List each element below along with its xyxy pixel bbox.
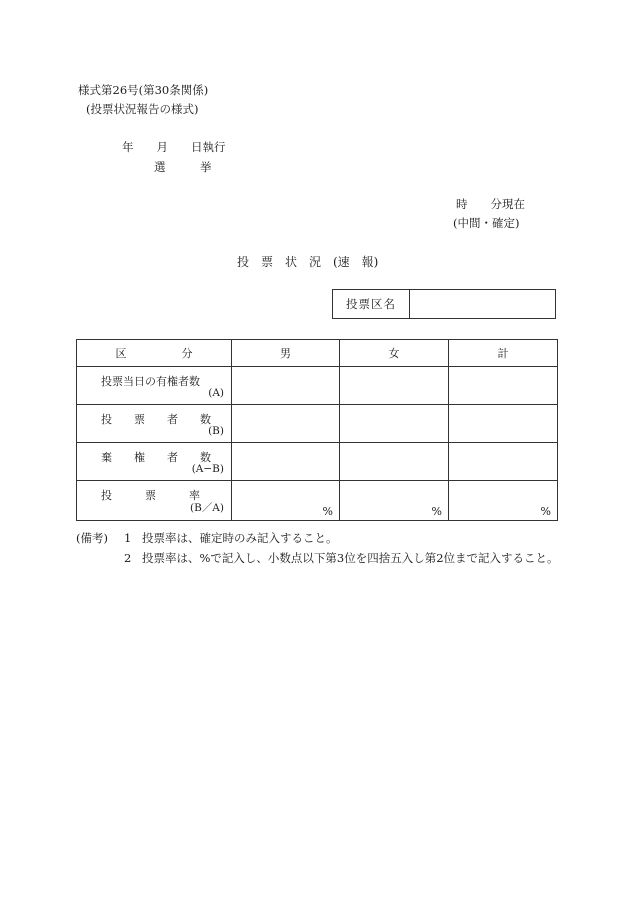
cell-male[interactable] — [232, 443, 340, 481]
table-row-turnout-rate — [77, 481, 558, 521]
cell-female[interactable] — [340, 443, 449, 481]
cell-male[interactable] — [232, 367, 340, 405]
report-status-line: (中間・確定) — [453, 216, 520, 230]
row-label-cell — [77, 481, 232, 521]
cell-total[interactable] — [449, 367, 558, 405]
execution-date-line: 年 月 日執行 — [122, 140, 226, 154]
column-header-total: 計 — [449, 340, 558, 367]
district-label: 投票区名 — [333, 290, 410, 318]
column-header-male: 男 — [232, 340, 340, 367]
table-row-eligible-voters — [77, 367, 558, 405]
table-header-row — [77, 340, 558, 367]
column-header-category: 区 分 — [77, 340, 232, 367]
report-title: 投 票 状 況 (速 報) — [237, 255, 379, 269]
row-label: 投 票 者 数 — [101, 413, 211, 426]
row-label: 投 票 率 — [101, 489, 200, 502]
row-label-sub: (B) — [208, 425, 224, 437]
note-number: 2 — [124, 551, 132, 565]
note-item — [124, 533, 338, 545]
cell-male-percent[interactable]: % — [232, 481, 340, 521]
election-name-line: 選 挙 — [154, 160, 212, 174]
row-label-sub: (B／A) — [190, 502, 224, 514]
note-item — [124, 553, 559, 565]
form-number: 様式第26号(第30条関係) — [78, 83, 209, 97]
notes-heading: (備考) — [76, 531, 108, 545]
voting-stats-table — [76, 339, 558, 521]
note-number: 1 — [124, 531, 132, 545]
table-row-abstainers — [77, 443, 558, 481]
cell-female-percent[interactable]: % — [340, 481, 449, 521]
note-text: 投票率は、確定時のみ記入すること。 — [142, 531, 338, 545]
row-label-sub: (A) — [208, 387, 224, 399]
district-value-field[interactable] — [410, 290, 555, 318]
row-label-cell — [77, 405, 232, 443]
row-label-sub: (A−B) — [191, 463, 224, 475]
row-label-cell — [77, 367, 232, 405]
note-text: 投票率は、%で記入し、小数点以下第3位を四捨五入し第2位まで記入すること。 — [142, 551, 559, 565]
district-box — [332, 289, 556, 319]
row-label: 投票当日の有権者数 — [101, 375, 200, 388]
report-time-line: 時 分現在 — [456, 197, 525, 211]
row-label-cell — [77, 443, 232, 481]
cell-female[interactable] — [340, 405, 449, 443]
cell-male[interactable] — [232, 405, 340, 443]
column-header-female: 女 — [340, 340, 449, 367]
cell-total-percent[interactable]: % — [449, 481, 558, 521]
cell-female[interactable] — [340, 367, 449, 405]
form-subtitle: (投票状況報告の様式) — [86, 102, 199, 116]
table-row-voters — [77, 405, 558, 443]
cell-total[interactable] — [449, 405, 558, 443]
row-label: 棄 権 者 数 — [101, 451, 211, 464]
cell-total[interactable] — [449, 443, 558, 481]
